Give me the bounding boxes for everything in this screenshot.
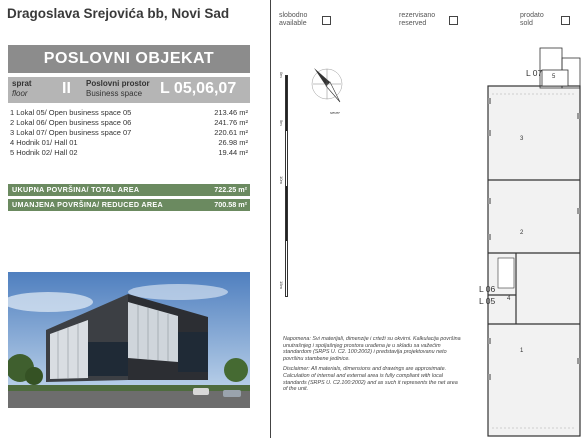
room-number-4: 4 xyxy=(507,296,511,302)
list-item: 2 Lokal 06/ Open business space 06 241.76 m² xyxy=(10,118,248,127)
sold-checkbox[interactable] xyxy=(561,16,570,25)
total-area-bar: UKUPNA POVRŠINA/ TOTAL AREA 722.25 m² xyxy=(8,184,250,196)
business-space-code: L 05,06,07 xyxy=(160,80,237,97)
floor-label: sprat floor xyxy=(12,79,32,98)
scale-label-0: 0m xyxy=(279,72,284,78)
unit-label-l05: L 05 xyxy=(479,296,496,306)
status-available: slobodno available xyxy=(279,12,308,27)
list-item: 3 Lokal 07/ Open business space 07 220.61 m² xyxy=(10,128,248,137)
available-checkbox[interactable] xyxy=(322,16,331,25)
scale-label-5: 5m xyxy=(279,120,284,126)
scale-label-15: 15m xyxy=(279,281,284,289)
note-en: Disclaimer: All materials, dimensions and drawings are approximate. Calculation of internal and external area is fully compliant with local standards (SRPS U. C2.100:2002) and as such it represents the net area of the unit. xyxy=(283,366,458,393)
status-reserved: rezervisano reserved xyxy=(399,12,436,27)
floor-number: II xyxy=(62,80,71,97)
room-number-1: 1 xyxy=(520,348,524,354)
list-item: 5 Hodnik 02/ Hall 02 19.44 m² xyxy=(10,148,248,157)
building-rendering-image xyxy=(8,272,250,408)
room-number-5: 5 xyxy=(552,74,556,80)
note-sr: Napomena: Svi materijali, dimenzije i crteži su okvirni. Kalkulacija površina unutrašnjeg i spoljašnjeg prostora urađena je u skladu sa važećim standardom (SRPS U. C2. 100:2002) i predstavlja projektovanu neto površinu stambene jedinice. xyxy=(283,336,461,362)
notes xyxy=(283,336,463,397)
list-item: 1 Lokal 05/ Open business space 05 213.46 m² xyxy=(10,108,248,117)
scale-label-10: 10m xyxy=(279,176,284,184)
business-space-label: Poslovni prostor Business space xyxy=(86,79,150,98)
unit-label-l06: L 06 xyxy=(479,284,496,294)
space-list xyxy=(10,108,250,158)
room-number-3: 3 xyxy=(520,136,524,142)
reserved-checkbox[interactable] xyxy=(449,16,458,25)
status-sold: prodato sold xyxy=(520,12,544,27)
page-divider xyxy=(270,0,271,438)
scale-bar xyxy=(285,75,289,297)
address: Dragoslava Srejovića bb, Novi Sad xyxy=(7,6,230,21)
floor-plan xyxy=(478,38,582,438)
page-title: POSLOVNI OBJEKAT xyxy=(8,45,250,73)
room-number-2: 2 xyxy=(520,230,524,236)
floor-info-row xyxy=(8,77,250,103)
list-item: 4 Hodnik 01/ Hall 01 26.98 m² xyxy=(10,138,248,147)
unit-label-l07: L 07 xyxy=(526,68,543,78)
north-arrow-icon xyxy=(308,58,346,110)
north-label: sever xyxy=(330,110,340,115)
reduced-area-bar: UMANJENA POVRŠINA/ REDUCED AREA 700.58 m² xyxy=(8,199,250,211)
